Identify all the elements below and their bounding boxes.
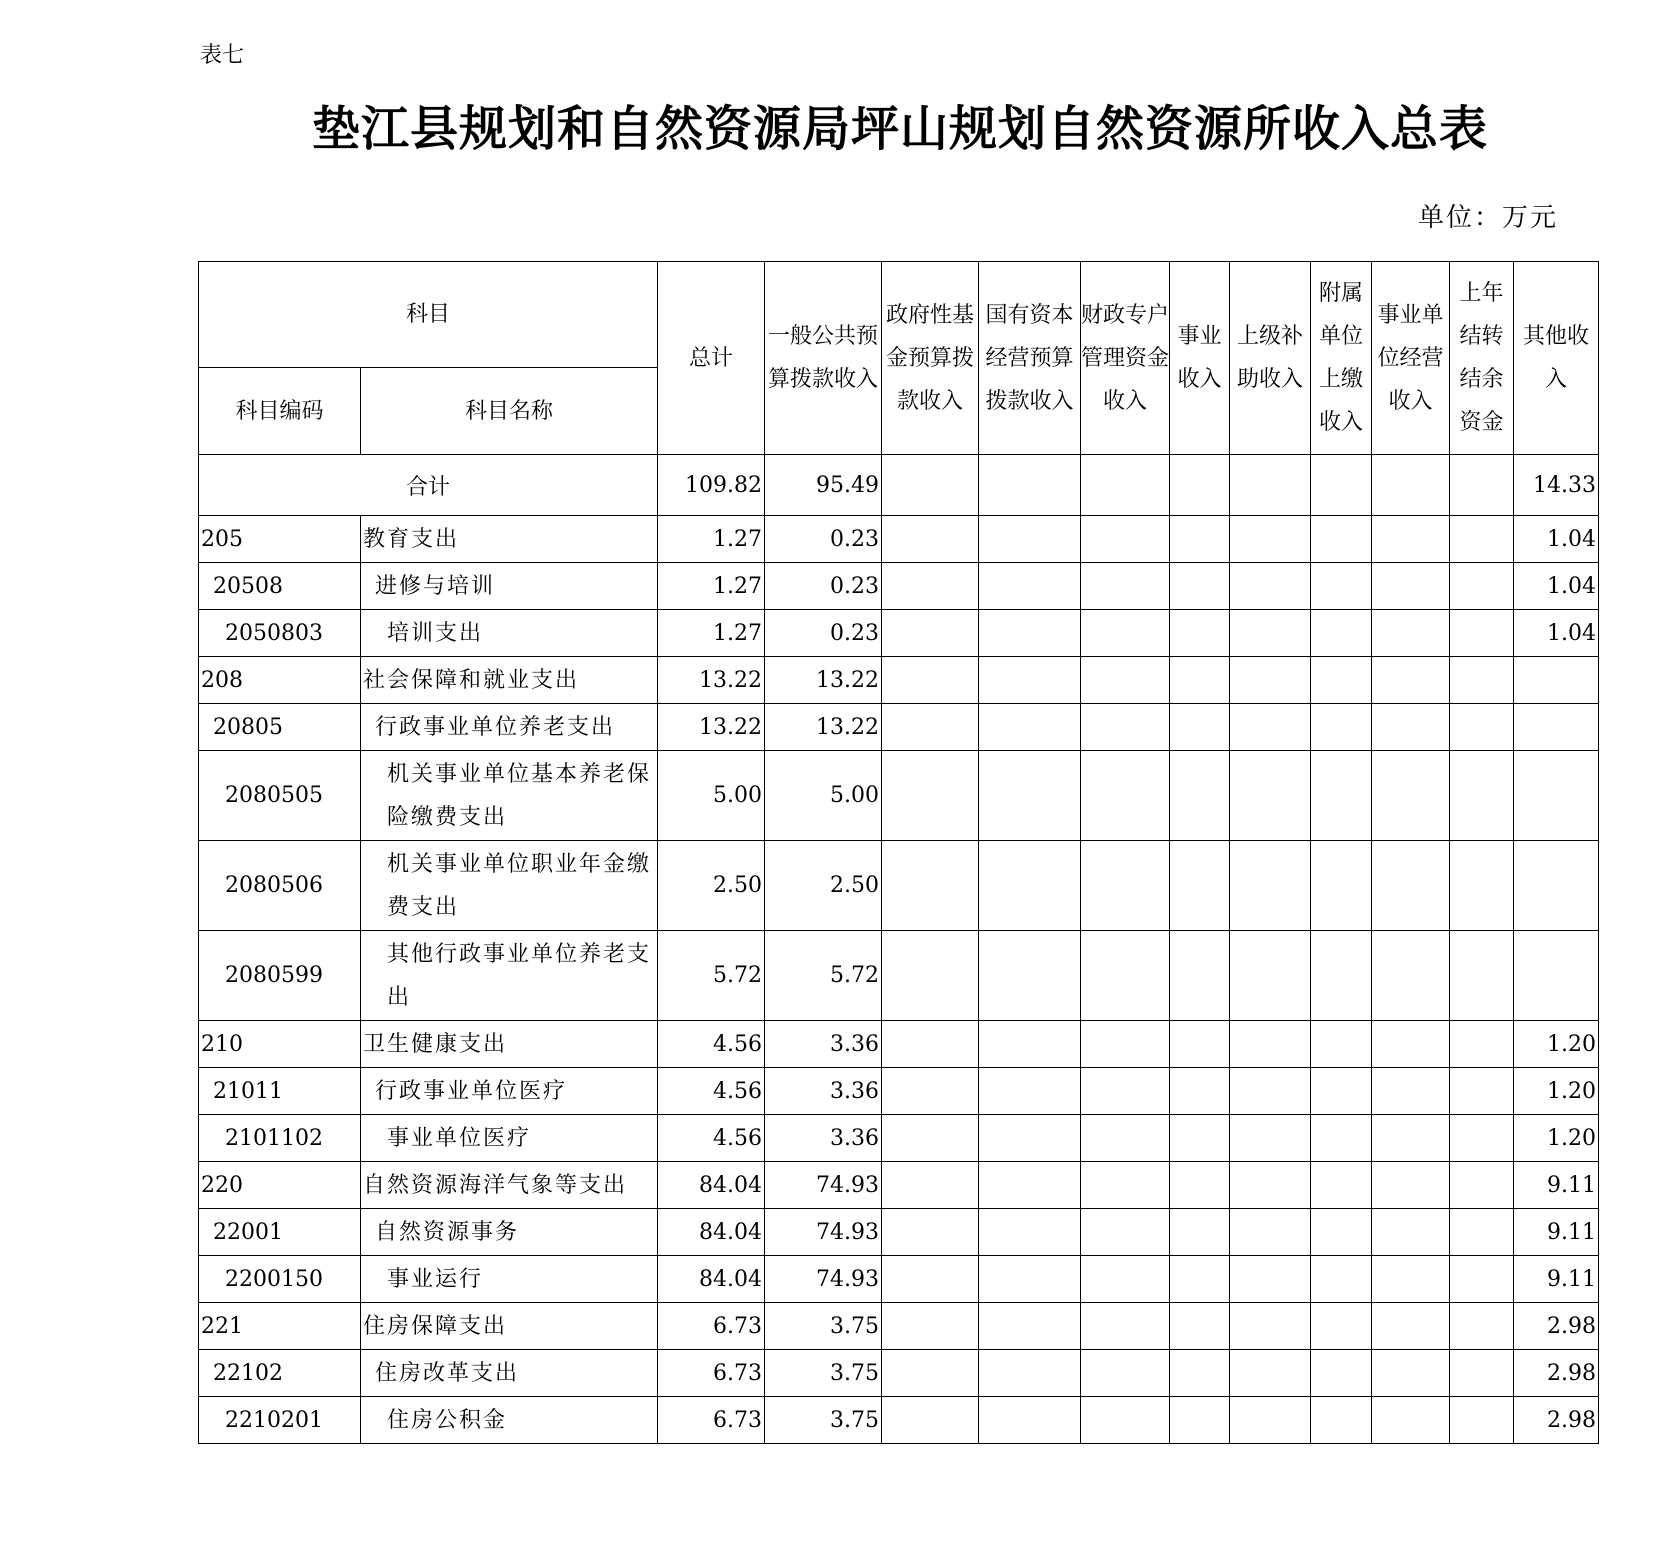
row-total: 2.50 — [658, 841, 765, 931]
row-total: 84.04 — [658, 1256, 765, 1303]
row-total: 5.00 — [658, 751, 765, 841]
header-business-operation: 事业单位经营收入 — [1372, 262, 1450, 455]
row-code: 210 — [199, 1021, 361, 1068]
income-summary-table — [198, 261, 1599, 1444]
table-row — [199, 931, 1599, 1021]
header-business-income: 事业收入 — [1170, 262, 1230, 455]
row-general-budget: 0.23 — [765, 516, 882, 563]
table-row — [199, 1068, 1599, 1115]
table-row — [199, 1256, 1599, 1303]
row-total: 4.56 — [658, 1021, 765, 1068]
row-general-budget: 74.93 — [765, 1209, 882, 1256]
row-general-budget: 0.23 — [765, 563, 882, 610]
row-other-income — [1514, 657, 1599, 704]
row-total: 4.56 — [658, 1068, 765, 1115]
row-total: 5.72 — [658, 931, 765, 1021]
table-row — [199, 1021, 1599, 1068]
row-other-income — [1514, 931, 1599, 1021]
row-total: 13.22 — [658, 704, 765, 751]
total-row — [199, 455, 1599, 516]
header-other-income: 其他收入 — [1514, 262, 1599, 455]
row-other-income: 9.11 — [1514, 1256, 1599, 1303]
row-name: 机关事业单位职业年金缴费支出 — [361, 841, 658, 931]
row-total: 6.73 — [658, 1350, 765, 1397]
row-name: 行政事业单位医疗 — [361, 1068, 658, 1115]
row-name: 教育支出 — [361, 516, 658, 563]
row-general-budget: 3.36 — [765, 1068, 882, 1115]
row-name: 行政事业单位养老支出 — [361, 704, 658, 751]
row-code: 221 — [199, 1303, 361, 1350]
table-row — [199, 516, 1599, 563]
row-name: 其他行政事业单位养老支出 — [361, 931, 658, 1021]
row-code: 20805 — [199, 704, 361, 751]
row-name: 机关事业单位基本养老保险缴费支出 — [361, 751, 658, 841]
row-other-income: 9.11 — [1514, 1209, 1599, 1256]
table-row — [199, 751, 1599, 841]
row-total: 13.22 — [658, 657, 765, 704]
table-label: 表七 — [200, 43, 245, 68]
row-code: 21011 — [199, 1068, 361, 1115]
header-carryover: 上年结转结余资金 — [1450, 262, 1514, 455]
header-affiliated-turnover: 附属单位上缴收入 — [1311, 262, 1372, 455]
row-code: 20508 — [199, 563, 361, 610]
row-code: 2080506 — [199, 841, 361, 931]
row-general-budget: 13.22 — [765, 704, 882, 751]
row-code: 2210201 — [199, 1397, 361, 1444]
row-name: 社会保障和就业支出 — [361, 657, 658, 704]
row-total: 4.56 — [658, 1115, 765, 1162]
table-row — [199, 1397, 1599, 1444]
row-name: 住房公积金 — [361, 1397, 658, 1444]
row-name: 事业单位医疗 — [361, 1115, 658, 1162]
row-code: 2080599 — [199, 931, 361, 1021]
row-name: 培训支出 — [361, 610, 658, 657]
row-name: 住房保障支出 — [361, 1303, 658, 1350]
row-other-income: 1.04 — [1514, 563, 1599, 610]
header-subject: 科目 — [199, 262, 658, 368]
row-code: 2200150 — [199, 1256, 361, 1303]
row-total: 1.27 — [658, 610, 765, 657]
total-label: 合计 — [199, 455, 658, 516]
table-row — [199, 704, 1599, 751]
row-general-budget: 3.75 — [765, 1303, 882, 1350]
row-name: 进修与培训 — [361, 563, 658, 610]
row-other-income: 2.98 — [1514, 1303, 1599, 1350]
table-row — [199, 563, 1599, 610]
table-row — [199, 1162, 1599, 1209]
row-total: 1.27 — [658, 563, 765, 610]
row-code: 2080505 — [199, 751, 361, 841]
header-total: 总计 — [658, 262, 765, 455]
row-other-income: 1.20 — [1514, 1115, 1599, 1162]
row-general-budget: 74.93 — [765, 1256, 882, 1303]
header-gov-fund: 政府性基金预算拨款收入 — [882, 262, 979, 455]
row-code: 2101102 — [199, 1115, 361, 1162]
row-code: 22001 — [199, 1209, 361, 1256]
row-total: 84.04 — [658, 1162, 765, 1209]
unit-label: 单位：万元 — [1417, 203, 1558, 233]
table-row — [199, 657, 1599, 704]
row-other-income: 9.11 — [1514, 1162, 1599, 1209]
table-row — [199, 1303, 1599, 1350]
row-name: 自然资源事务 — [361, 1209, 658, 1256]
header-subject-name: 科目名称 — [361, 368, 658, 455]
row-total: 1.27 — [658, 516, 765, 563]
total-other-income: 14.33 — [1514, 455, 1599, 516]
header-superior-subsidy: 上级补助收入 — [1230, 262, 1311, 455]
row-other-income: 1.04 — [1514, 516, 1599, 563]
row-other-income — [1514, 841, 1599, 931]
row-name: 住房改革支出 — [361, 1350, 658, 1397]
row-code: 22102 — [199, 1350, 361, 1397]
header-general-budget: 一般公共预算拨款收入 — [765, 262, 882, 455]
row-name: 自然资源海洋气象等支出 — [361, 1162, 658, 1209]
row-code: 2050803 — [199, 610, 361, 657]
row-total: 84.04 — [658, 1209, 765, 1256]
row-general-budget: 3.36 — [765, 1021, 882, 1068]
row-other-income: 2.98 — [1514, 1397, 1599, 1444]
total-total: 109.82 — [658, 455, 765, 516]
total-general-budget: 95.49 — [765, 455, 882, 516]
row-general-budget: 2.50 — [765, 841, 882, 931]
row-general-budget: 3.36 — [765, 1115, 882, 1162]
row-general-budget: 13.22 — [765, 657, 882, 704]
row-other-income: 1.20 — [1514, 1068, 1599, 1115]
row-code: 220 — [199, 1162, 361, 1209]
row-general-budget: 5.00 — [765, 751, 882, 841]
table-row — [199, 1115, 1599, 1162]
header-state-capital: 国有资本经营预算拨款收入 — [979, 262, 1081, 455]
row-other-income: 2.98 — [1514, 1350, 1599, 1397]
table-row — [199, 1350, 1599, 1397]
row-other-income: 1.04 — [1514, 610, 1599, 657]
table-row — [199, 610, 1599, 657]
row-general-budget: 5.72 — [765, 931, 882, 1021]
row-name: 事业运行 — [361, 1256, 658, 1303]
row-general-budget: 0.23 — [765, 610, 882, 657]
row-general-budget: 3.75 — [765, 1350, 882, 1397]
header-special-account: 财政专户管理资金收入 — [1081, 262, 1170, 455]
row-code: 208 — [199, 657, 361, 704]
row-name: 卫生健康支出 — [361, 1021, 658, 1068]
page-title: 垫江县规划和自然资源局坪山规划自然资源所收入总表 — [311, 101, 1488, 157]
row-general-budget: 74.93 — [765, 1162, 882, 1209]
table-row — [199, 1209, 1599, 1256]
row-total: 6.73 — [658, 1397, 765, 1444]
row-other-income: 1.20 — [1514, 1021, 1599, 1068]
row-other-income — [1514, 704, 1599, 751]
row-total: 6.73 — [658, 1303, 765, 1350]
row-general-budget: 3.75 — [765, 1397, 882, 1444]
header-subject-code: 科目编码 — [199, 368, 361, 455]
table-row — [199, 841, 1599, 931]
row-other-income — [1514, 751, 1599, 841]
row-code: 205 — [199, 516, 361, 563]
